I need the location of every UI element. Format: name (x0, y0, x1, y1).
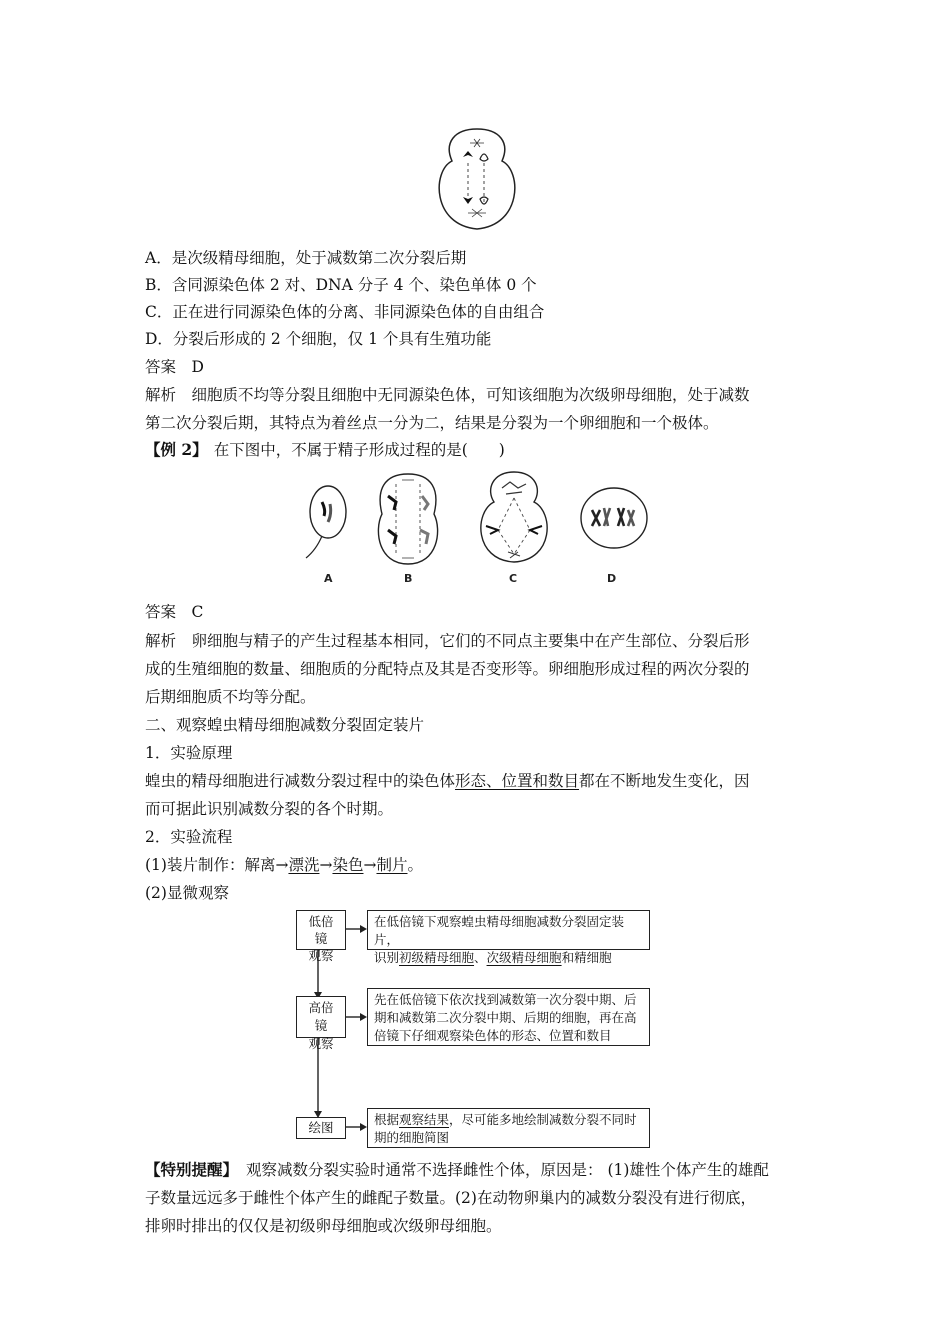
flow-low-u1: 初级精母细胞 (399, 950, 475, 965)
flow-high-mag-text-1: 先在低倍镜下依次找到减数第一次分裂中期、后 (374, 992, 637, 1007)
principle-line-2: 而可据此识别减数分裂的各个时期。 (145, 800, 394, 818)
analysis-1-line-2: 第二次分裂后期，其特点为着丝点一分为二，结果是分裂为一个卵细胞和一个极体。 (145, 414, 719, 432)
figure-label-b: B (404, 572, 413, 585)
flow-high-mag-label (296, 996, 346, 1051)
flow-low-u2: 次级精母细胞 (486, 950, 562, 965)
step-1-pre: (1)装片制作：解离→ (145, 856, 289, 874)
principle-underline: 形态、位置和数目 (455, 772, 580, 790)
figure-label-c: C (509, 572, 518, 585)
option-c: C．正在进行同源染色体的分离、非同源染色体的自由组合 (145, 303, 545, 321)
flow-high-mag-text (367, 988, 650, 1046)
flow-draw-text-2: 期的细胞简图 (374, 1130, 450, 1145)
section-2-title: 二、观察蝗虫精母细胞减数分裂固定装片 (145, 716, 425, 734)
step-1-rinse: 漂洗 (288, 856, 320, 874)
option-b: B．含同源染色体 2 对、DNA 分子 4 个、染色单体 0 个 (145, 276, 537, 294)
principle-pre: 蝗虫的精母细胞进行减数分裂过程中的染色体 (145, 772, 456, 790)
analysis-1-line-1: 解析 细胞质不均等分裂且细胞中无同源染色体，可知该细胞为次级卵母细胞，处于减数 (145, 386, 750, 404)
flow-title: 2．实验流程 (145, 828, 233, 846)
flow-low-mag-label-1: 低倍镜 (308, 914, 334, 946)
example-2-text: 在下图中，不属于精子形成过程的是( ) (213, 441, 505, 459)
step-1-stain: 染色 (332, 856, 364, 874)
flow-low-mag-text-1: 在低倍镜下观察蝗虫精母细胞减数分裂固定装片， (374, 914, 625, 947)
flow-low-mag-label (296, 910, 346, 963)
example-2-tag: 【例 2】 (145, 440, 208, 459)
figure-label-d: D (607, 572, 617, 585)
flow-low-mag-text (367, 910, 650, 965)
tip-line-2: 子数量远远多于雌性个体产生的雌配子数量。(2)在动物卵巢内的减数分裂没有进行彻底， (145, 1189, 756, 1207)
flow-low-pre: 识别 (374, 950, 400, 965)
analysis-2-line-1: 解析 卵细胞与精子的产生过程基本相同，它们的不同点主要集中在产生部位、分裂后形 (145, 632, 750, 650)
tip-line-1 (145, 1156, 769, 1184)
flow-draw-label-text: 绘图 (308, 1120, 334, 1135)
tip-tag: 【特别提醒】 (145, 1160, 239, 1179)
flow-low-mid: 、 (474, 950, 487, 965)
step-2: (2)显微观察 (145, 884, 229, 902)
flow-low-mag-text-2 (374, 949, 643, 967)
principle-title: 1．实验原理 (145, 744, 233, 762)
analysis-2-line-3: 后期细胞质不均等分配。 (145, 688, 316, 706)
step-1-end: 。 (407, 856, 424, 874)
flow-draw-post: ，尽可能多地绘制减数分裂不同时 (449, 1112, 637, 1127)
flow-draw-u: 观察结果 (399, 1112, 450, 1127)
flow-high-mag-text-3: 倍镜下仔细观察染色体的形态、位置和数目 (374, 1028, 612, 1043)
step-1-arrow-2: → (363, 856, 377, 874)
option-d: D．分裂后形成的 2 个细胞，仅 1 个具有生殖功能 (145, 330, 492, 348)
flow-draw-text-1 (374, 1111, 643, 1129)
flow-high-mag-label-2: 观察 (308, 1036, 334, 1051)
tip-line-1-text: 观察减数分裂实验时通常不选择雌性个体，原因是： (1)雄性个体产生的雄配 (246, 1161, 769, 1179)
step-1-arrow-1: → (319, 856, 333, 874)
analysis-2-line-2: 成的生殖细胞的数量、细胞质的分配特点及其是否变形等。卵细胞形成过程的两次分裂的 (145, 660, 750, 678)
tip-line-3: 排卵时排出的仅仅是初级卵母细胞或次级卵母细胞。 (145, 1217, 502, 1235)
flow-draw-pre: 根据 (374, 1112, 400, 1127)
flow-low-post: 和精细胞 (561, 950, 612, 965)
flow-draw-label (296, 1117, 346, 1139)
answer-2: 答案 C (145, 603, 204, 621)
option-a: A．是次级精母细胞，处于减数第二次分裂后期 (145, 249, 467, 267)
flow-high-mag-label-1: 高倍镜 (308, 1000, 334, 1033)
step-1-mount: 制片 (376, 856, 408, 874)
principle-post: 都在不断地发生变化，因 (579, 772, 750, 790)
flow-low-mag-label-2: 观察 (308, 948, 334, 963)
answer-1: 答案 D (145, 358, 204, 376)
flow-high-mag-text-2: 期和减数第二次分裂中期、后期的细胞，再在高 (374, 1010, 637, 1025)
figure-label-a: A (324, 572, 333, 585)
flow-draw-text (367, 1108, 650, 1148)
